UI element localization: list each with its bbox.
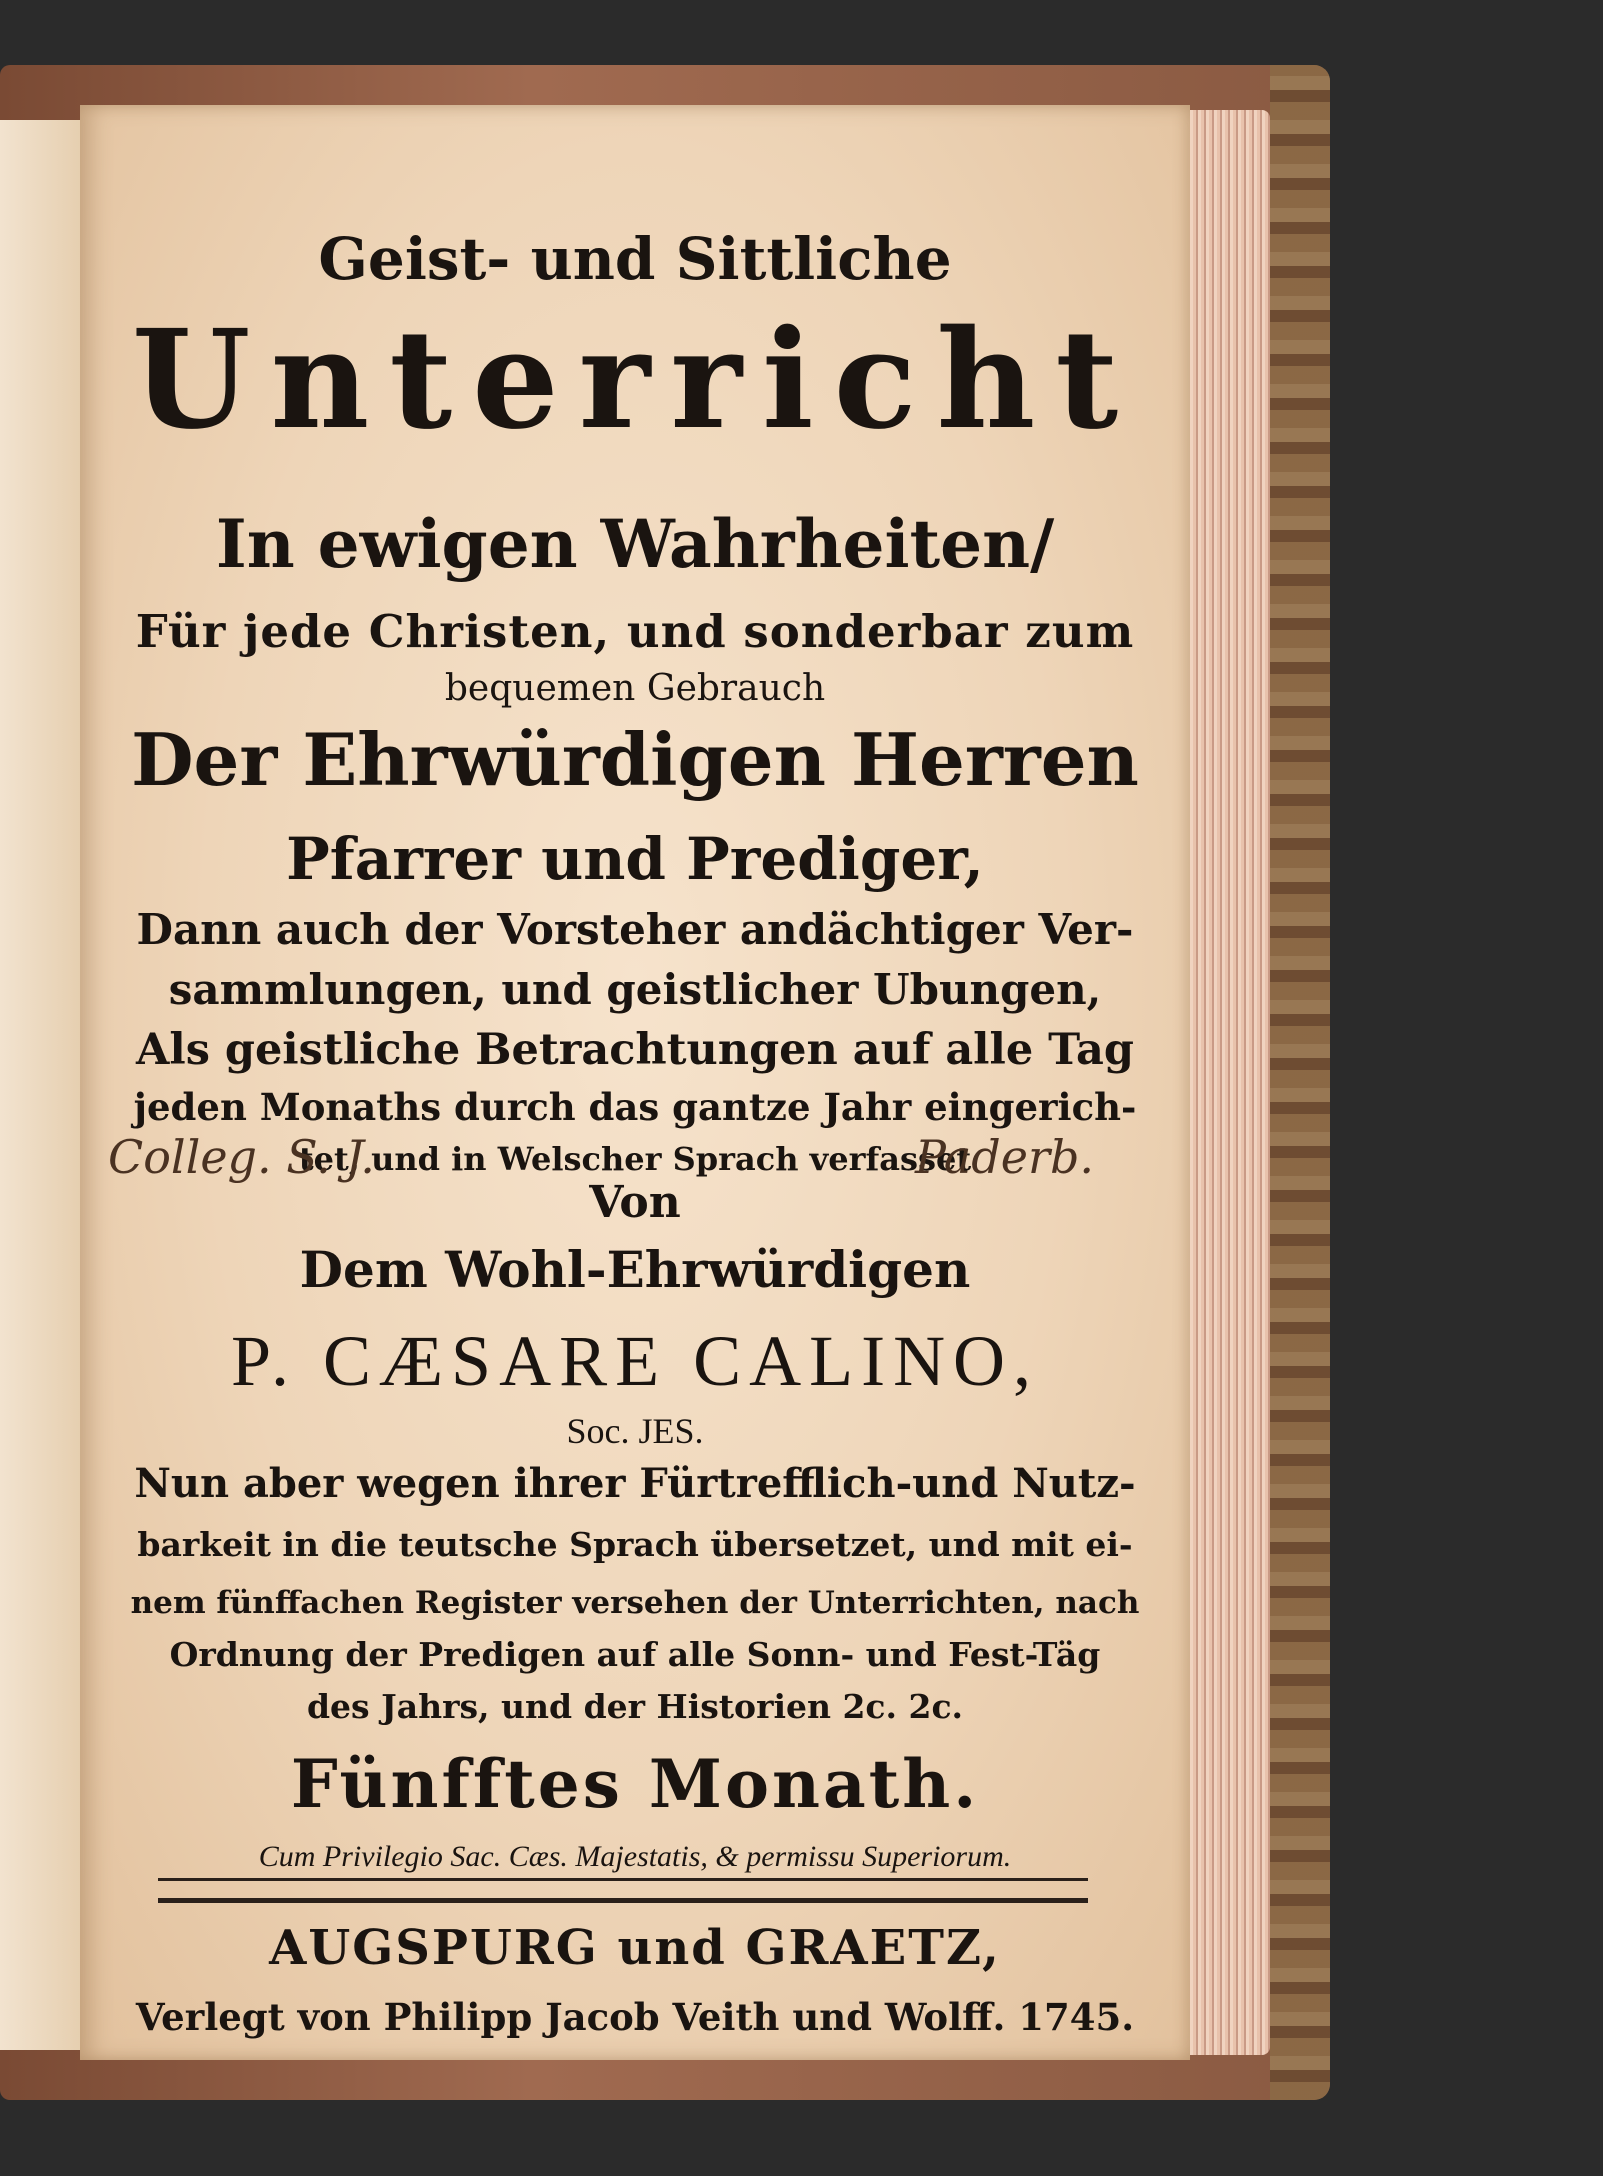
title-line-5: bequemen Gebrauch bbox=[444, 668, 826, 709]
main-title: Unterricht bbox=[131, 300, 1139, 460]
title-line-14: Dem Wohl-Ehrwürdigen bbox=[299, 1240, 971, 1299]
handwritten-note-left: Colleg. S. J. bbox=[108, 1130, 375, 1184]
imprint-publisher: Verlegt von Philipp Jacob Veith und Wolff. 1745. bbox=[135, 1995, 1135, 2039]
title-line-21: des Jahrs, und der Historien 2c. 2c. bbox=[306, 1687, 964, 1726]
title-line-4: Für jede Christen, und sonderbar zum bbox=[135, 605, 1135, 658]
volume-title: Fünfftes Monath. bbox=[290, 1745, 980, 1823]
divider-rule-thick bbox=[158, 1898, 1088, 1903]
title-line-18: barkeit in die teutsche Sprach übersetzet, und mit ei- bbox=[137, 1525, 1133, 1564]
privilege-line: Cum Privilegio Sac. Cæs. Majestatis, & permissu Superiorum. bbox=[258, 1840, 1012, 1873]
title-line-19: nem fünffachen Register versehen der Unterrichten, nach bbox=[130, 1585, 1140, 1621]
title-page bbox=[80, 105, 1190, 2060]
subtitle: In ewigen Wahrheiten/ bbox=[215, 505, 1055, 583]
title-line-9: sammlungen, und geistlicher Ubungen, bbox=[168, 965, 1102, 1014]
title-line-11: jeden Monaths durch das gantze Jahr eingerich- bbox=[133, 1085, 1137, 1129]
author-name: P. CÆSARE CALINO, bbox=[230, 1321, 1040, 1401]
handwritten-note-right: Paderb. bbox=[915, 1130, 1095, 1184]
left-page-edge bbox=[0, 120, 82, 2050]
title-line-von: Von bbox=[589, 1177, 681, 1228]
title-line-10: Als geistliche Betrachtungen auf alle Tag bbox=[136, 1025, 1134, 1075]
title-line-17: Nun aber wegen ihrer Fürtrefflich-und Nutz- bbox=[134, 1460, 1136, 1507]
author-order: Soc. JES. bbox=[566, 1411, 704, 1451]
title-line-8: Dann auch der Vorsteher andächtiger Ver- bbox=[136, 905, 1134, 954]
title-line-6: Der Ehrwürdigen Herren bbox=[131, 717, 1139, 802]
imprint-place: AUGSPURG und GRAETZ, bbox=[269, 1920, 1001, 1976]
title-line-7: Pfarrer und Prediger, bbox=[286, 825, 984, 893]
title-line-20: Ordnung der Predigen auf alle Sonn- und Fest-Täg bbox=[169, 1635, 1101, 1674]
page-edges bbox=[1185, 110, 1270, 2055]
title-line-12: tet, und in Welscher Sprach verfasset bbox=[298, 1140, 972, 1178]
cover-binding-pattern bbox=[1270, 65, 1330, 2100]
divider-rule-thin bbox=[158, 1878, 1088, 1881]
title-line-1: Geist- und Sittliche bbox=[318, 225, 952, 293]
